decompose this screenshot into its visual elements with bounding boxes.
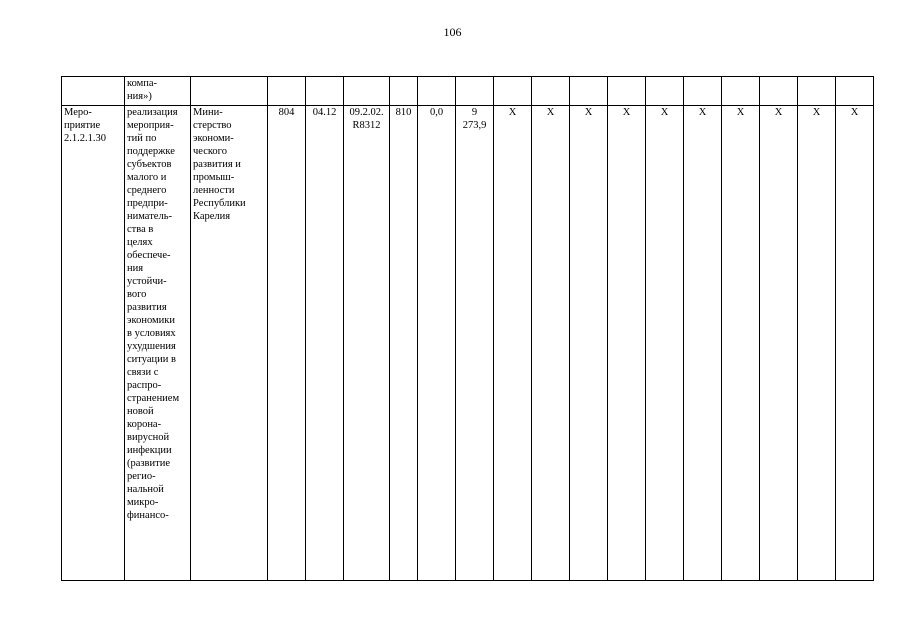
measure-cell (62, 77, 125, 106)
value-2-cell: 9 273,9 (456, 106, 494, 581)
measure-number-cell: Меро- приятие 2.1.2.1.30 (62, 106, 125, 581)
x-mark-cell: X (836, 106, 874, 581)
executor-cell: Мини- стерство экономи- ческого развития и промыш- ленности Республики Карелия (191, 106, 268, 581)
budget-table (61, 76, 874, 581)
x-mark-cell: X (722, 106, 760, 581)
executor-cell (191, 77, 268, 106)
table-row (62, 106, 874, 581)
value-1-cell: 0,0 (418, 106, 456, 581)
x-mark-cell: X (494, 106, 532, 581)
x-mark-cell: X (532, 106, 570, 581)
name-cell: компа- ния») (125, 77, 191, 106)
x-mark-cell: X (608, 106, 646, 581)
page-number: 106 (443, 25, 462, 39)
x-mark-cell: X (684, 106, 722, 581)
x-mark-cell: X (798, 106, 836, 581)
csr-cell: 09.2.02. R8312 (344, 106, 390, 581)
x-mark-cell: X (570, 106, 608, 581)
rzpr-cell: 04.12 (306, 106, 344, 581)
continuation-row (62, 77, 874, 106)
measure-name-cell: реализация мероприя- тий по поддержке субъектов малого и среднего предпри- ниматель- ства в целях обеспече- ния устойчи- вого развития экономики в условиях ухудшения ситуации в связи с распро- странением новой корона- вирусной инфекции (развитие регио- нальной микро- финансо- (125, 106, 191, 581)
grbs-cell: 804 (268, 106, 306, 581)
x-mark-cell: X (760, 106, 798, 581)
vr-cell: 810 (390, 106, 418, 581)
x-mark-cell: X (646, 106, 684, 581)
